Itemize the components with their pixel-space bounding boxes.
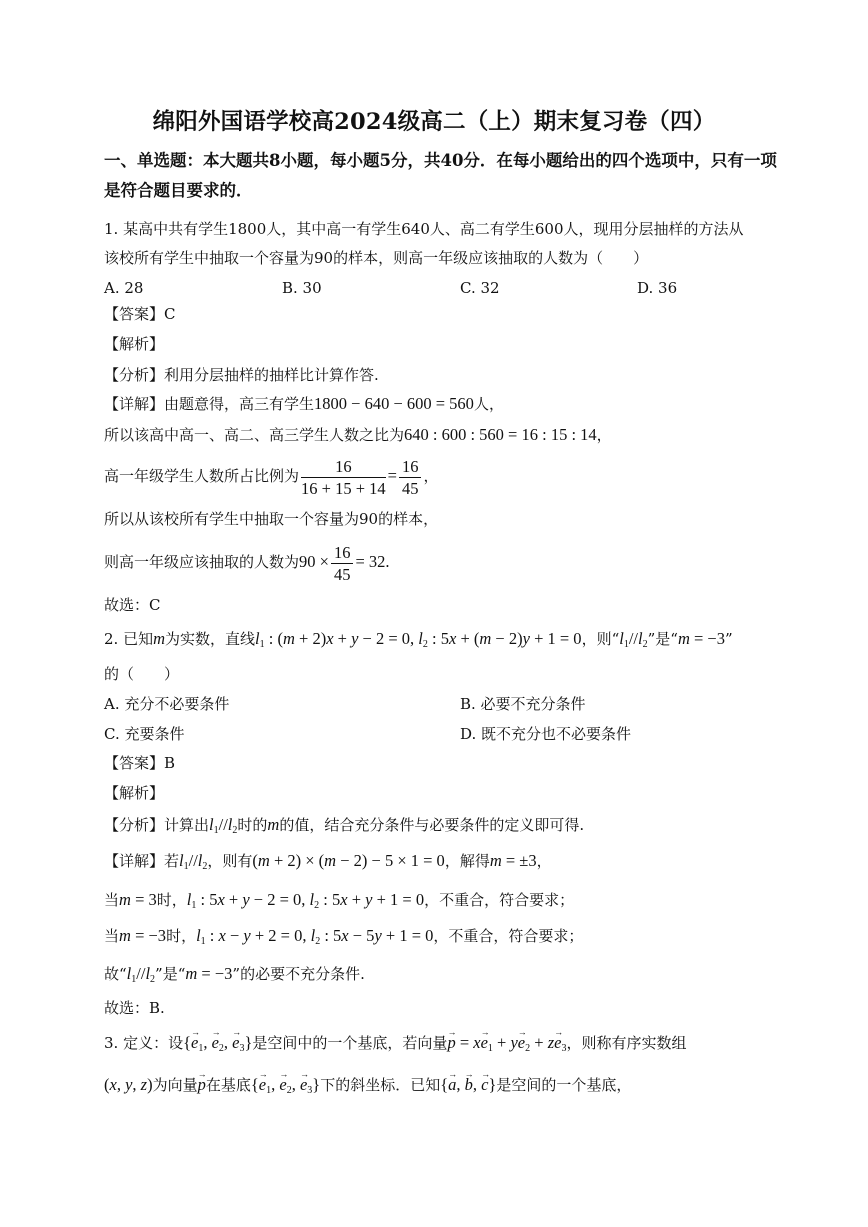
q2-option-b: B. 必要不充分条件 <box>460 695 586 713</box>
q3-basis-e2: {→ $e_1$, → $e_2$, → $e_3$} <box>251 1075 320 1094</box>
q2-choose: 故选：B. <box>104 999 165 1017</box>
q2-conclusion <box>104 964 365 984</box>
q2-option-d: D. 既不充分也不必要条件 <box>460 725 632 743</box>
q1-result-prefix: 则高一年级应该抽取的人数为 <box>104 553 300 571</box>
q1-option-b: B. 30 <box>282 279 322 297</box>
q1-prop-equals: = <box>387 466 397 485</box>
q1-prop-denominator: 16 + 15 + 14 <box>301 478 386 498</box>
q2-concl-a: 故“ <box>104 965 127 983</box>
q1-result-numerator: 16 <box>331 542 354 564</box>
q2-case1-b: 时， <box>156 891 187 909</box>
q2-analysis-label: 【解析】 <box>104 784 165 802</box>
q2-case2-b: 时， <box>166 927 197 945</box>
q1-result <box>104 540 390 585</box>
q1-prop-suffix: ， <box>423 467 439 485</box>
q1-prop-fraction <box>301 456 386 499</box>
q3-basis-abc: {→ a, → b, → c} <box>440 1075 496 1094</box>
q1-result-denominator: 45 <box>333 564 351 584</box>
q2-stem-c: ，则“ <box>581 630 620 648</box>
q1-result-fraction <box>331 542 354 585</box>
q2-case1-a: 当 <box>104 891 120 909</box>
q2-case1-lines: $l_1$ : 5x + y − 2 = 0, $l_2$ : 5x + y + 1 = 0 <box>186 890 425 911</box>
q2-stem-d: ”是“ <box>647 630 678 648</box>
q2-detail <box>104 851 552 871</box>
q3-vector-p-expr: → $p = x\to e_1 + y\to e_2 + z\to e_3$ <box>447 1033 566 1052</box>
q1-choose: 故选：C <box>104 596 161 614</box>
q2-var-m: m <box>153 629 166 648</box>
q2-case2-lines: $l_1$ : x − y + 2 = 0, $l_2$ : 5x − 5y + 1 = 0 <box>196 926 434 947</box>
q2-stem-b: 为实数，直线 <box>165 630 256 648</box>
q1-option-a: A. 28 <box>104 279 144 297</box>
q1-detail-suffix: 人， <box>473 395 504 413</box>
q2-lines-expr: $l_1$ : (m + 2)x + y − 2 = 0, $l_2$ : 5x + (m − 2)y + 1 = 0 <box>255 629 582 650</box>
q2-case1-m: m = 3 <box>119 890 157 909</box>
q1-option-c: C. 32 <box>460 279 500 297</box>
q1-ratio-suffix: ， <box>596 426 612 444</box>
q3-line2-b: 在基底 <box>205 1076 251 1094</box>
q3-line2 <box>104 1075 631 1095</box>
q2-stem-a: 2. 已知 <box>104 630 154 648</box>
q2-case2-a: 当 <box>104 927 120 945</box>
q1-answer: 【答案】C <box>104 305 176 323</box>
q1-stem-line2: 该校所有学生中抽取一个容量为90的样本，则高一年级应该抽取的人数为（ ） <box>104 249 649 267</box>
q2-m-eq-expr: m = −3 <box>677 629 725 648</box>
q2-detail-d: ， <box>536 852 552 870</box>
q2-detail-b: ，则有 <box>207 852 253 870</box>
q1-option-d: D. 36 <box>637 279 678 297</box>
q2-detail-parallel: $l_1//l_2$ <box>179 851 208 872</box>
q1-proportion <box>104 454 438 499</box>
q1-prop-fraction2 <box>399 456 422 499</box>
q1-sample-line: 所以从该校所有学生中抽取一个容量为90的样本， <box>104 510 439 528</box>
q3-line1-c: ，则称有序实数组 <box>566 1034 687 1052</box>
q3-line1-b: 是空间中的一个基底，若向量 <box>252 1034 448 1052</box>
q2-case2-c: ，不重合，符合要求； <box>433 927 584 945</box>
q2-detail-solution: m = ±3 <box>489 851 537 870</box>
q2-option-a: A. 充分不必要条件 <box>104 695 230 713</box>
q2-analysis-c: 的值，结合充分条件与必要条件的定义即可得. <box>279 816 585 834</box>
q2-concl-m: m = −3 <box>185 964 233 983</box>
q3-line2-d: 是空间的一个基底， <box>496 1076 632 1094</box>
q1-result-lead: 90 × <box>299 552 329 571</box>
q2-concl-c: ”的必要不充分条件. <box>232 965 365 983</box>
q1-detail <box>104 394 504 414</box>
q1-prop-numerator: 16 <box>301 456 386 478</box>
q1-stem-line1: 1. 某高中共有学生1800人，其中高一有学生640人、高二有学生600人，现用分层抽样的方法从 <box>104 220 744 238</box>
q2-concl-b: ”是“ <box>155 965 186 983</box>
q2-concl-parallel: $l_1//l_2$ <box>126 964 156 985</box>
q2-case2 <box>104 926 583 946</box>
q3-vector-p: → p <box>198 1075 206 1094</box>
q1-analysis-label: 【解析】 <box>104 335 165 353</box>
q1-result-tail: = 32. <box>355 552 390 571</box>
q2-analysis-parallel: $l_1//l_2$ <box>209 815 238 836</box>
q3-line2-c: 下的斜坐标．已知 <box>320 1076 441 1094</box>
q1-prop-numerator2: 16 <box>399 456 422 478</box>
q1-ratio-expr: 640 : 600 : 560 = 16 : 15 : 14 <box>404 425 597 444</box>
q2-parallel-expr: $l_1//l_2$ <box>619 629 648 650</box>
q2-analysis-a: 【分析】计算出 <box>104 816 210 834</box>
q2-case1 <box>104 890 574 910</box>
q2-analysis-b: 时的 <box>237 816 268 834</box>
q3-line1 <box>104 1033 686 1053</box>
q3-tuple: (x, y, z) <box>104 1075 153 1094</box>
q1-detail-prefix: 【详解】由题意得，高三有学生 <box>104 395 315 413</box>
q3-basis-e: {→ $e_1$, → $e_2$, → $e_3$} <box>183 1033 252 1052</box>
section-heading: 一、单选题：本大题共8小题，每小题5分，共40分．在每小题给出的四个选项中，只有一项是符合题目要求的． <box>104 151 777 200</box>
q3-line2-a: 为向量 <box>152 1076 198 1094</box>
page-title: 绵阳外国语学校高2024级高二（上）期末复习卷（四） <box>152 109 716 135</box>
q1-detail-expr: 1800 − 640 − 600 = 560 <box>314 394 474 413</box>
q1-ratio <box>104 425 612 445</box>
q2-answer: 【答案】B <box>104 754 176 772</box>
q2-detail-c: ，解得 <box>444 852 490 870</box>
q1-analysis: 【分析】利用分层抽样的抽样比计算作答. <box>104 366 379 384</box>
q2-stem-line2: 的（ ） <box>104 665 180 683</box>
q1-ratio-prefix: 所以该高中高一、高二、高三学生人数之比为 <box>104 426 405 444</box>
q1-prop-prefix: 高一年级学生人数所占比例为 <box>104 467 300 485</box>
q2-detail-a: 【详解】若 <box>104 852 180 870</box>
q2-analysis <box>104 815 584 835</box>
q2-stem-e: ” <box>724 630 733 648</box>
q2-case2-m: m = −3 <box>119 926 167 945</box>
q2-analysis-m: m <box>267 815 280 834</box>
q1-prop-denominator2: 45 <box>401 478 419 498</box>
q3-line1-a: 3. 定义：设 <box>104 1034 184 1052</box>
q2-detail-eq: (m + 2) × (m − 2) − 5 × 1 = 0 <box>252 851 445 870</box>
q2-stem-line1 <box>104 629 733 649</box>
q2-case1-c: ，不重合，符合要求； <box>424 891 575 909</box>
q2-option-c: C. 充要条件 <box>104 725 185 743</box>
